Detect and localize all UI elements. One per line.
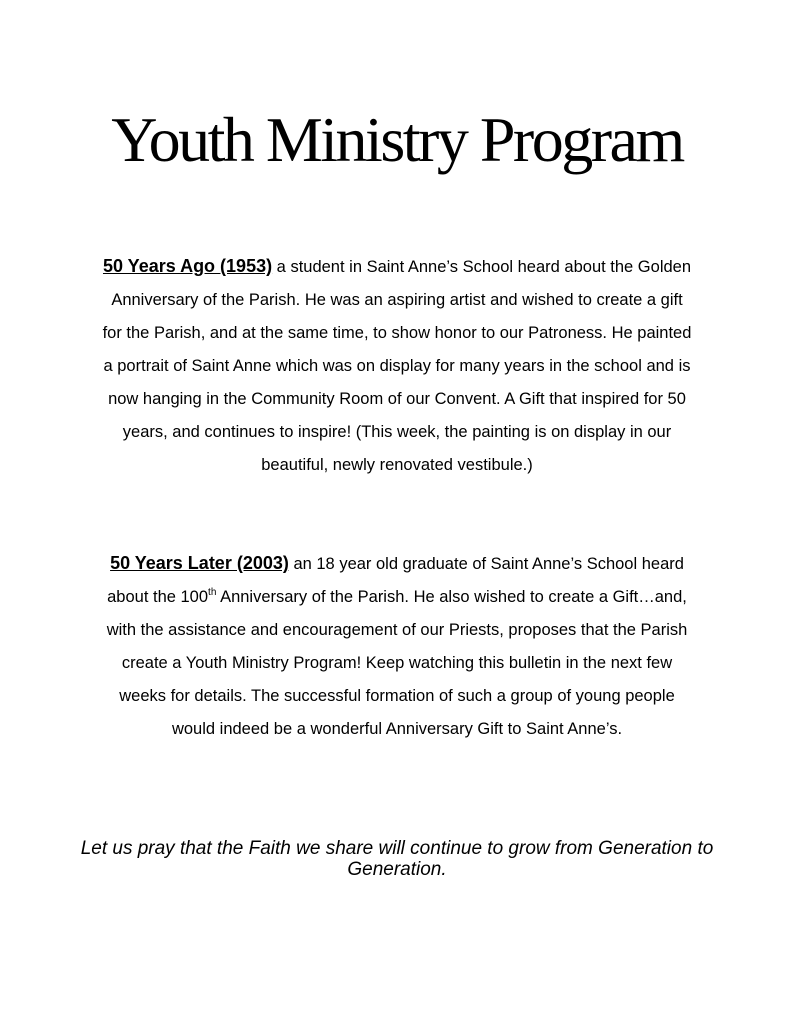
paragraph-body-2003-b: Anniversary of the Parish. He also wished to create a Gift…and, with the assistance and encouragement of our Priests, proposes that the Parish create a Youth Ministry Program! Keep watching this bulletin in the next few weeks for details. The successful formation of such a group of young people would indeed be a wonderful Anniversary Gift to Saint Anne’s. — [106, 588, 688, 738]
paragraph-50-years-later — [100, 547, 694, 746]
ordinal-superscript: th — [208, 587, 217, 598]
paragraph-50-years-ago — [100, 250, 694, 482]
paragraph-body-1953: a student in Saint Anne’s School heard about the Golden Anniversary of the Parish. He was an aspiring artist and wished to create a gift for the Parish, and at the same time, to show honor to our Patroness. He painted a portrait of Saint Anne which was on display for many years in the school and is now hanging in the Community Room of our Convent. A Gift that inspired for 50 years, and continues to inspire! (This week, the painting is on display in our beautiful, newly renovated vestibule.) — [102, 258, 692, 474]
closing-prayer: Let us pray that the Faith we share will continue to grow from Generation to Generation. — [80, 838, 714, 880]
paragraph-lead-1953: 50 Years Ago (1953) — [102, 256, 273, 276]
paragraph-body-2003-a: an 18 year old graduate of Saint Anne’s School heard about the 100 — [107, 555, 684, 606]
paragraph-lead-2003: 50 Years Later (2003) — [110, 553, 289, 573]
page-title: Youth Ministry Program — [111, 104, 683, 175]
